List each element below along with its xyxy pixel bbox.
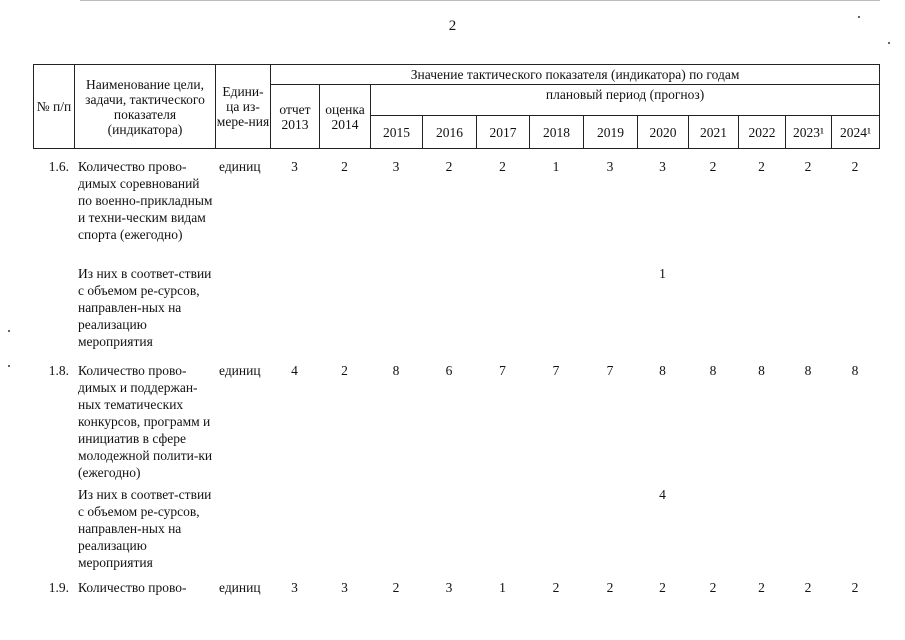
row-name: Количество прово- (78, 580, 187, 595)
row-number (33, 484, 74, 577)
table-row (33, 156, 879, 263)
row-value (476, 484, 529, 577)
header-plan-title: плановый период (прогноз) (371, 85, 880, 116)
row-value (422, 263, 476, 360)
row-value: 8 (851, 363, 859, 378)
page-number: 2 (448, 18, 457, 34)
scan-speck (888, 42, 890, 44)
header-year: 2015 (371, 116, 423, 149)
row-value (529, 484, 583, 577)
table-row (33, 577, 879, 617)
row-value: 4 (659, 487, 666, 502)
row-value: 2 (659, 580, 666, 595)
row-value: 2 (758, 159, 765, 174)
row-value: 7 (499, 363, 506, 378)
row-number: 1.8. (48, 363, 69, 378)
row-value (370, 484, 422, 577)
row-name: Из них в соответ-ствии с объемом ре-сурсов, направлен-ных на реализацию мероприятия (78, 487, 212, 570)
row-value (831, 484, 879, 577)
header-year: 2017 (477, 116, 530, 149)
row-name: Из них в соответ-ствии с объемом ре-сурсов, направлен-ных на реализацию мероприятия (78, 266, 212, 349)
row-value (785, 263, 831, 360)
row-estimate (319, 484, 370, 577)
row-estimate (319, 263, 370, 360)
row-value: 2 (552, 580, 560, 595)
row-value (688, 263, 738, 360)
row-value: 8 (758, 363, 765, 378)
scan-edge-line (80, 0, 880, 1)
header-year: 2024¹ (832, 116, 880, 149)
row-value: 2 (709, 580, 717, 595)
row-value: 3 (445, 580, 453, 595)
row-estimate: 3 (341, 580, 348, 595)
header-year: 2020 (638, 116, 689, 149)
header-report: отчет 2013 (271, 85, 320, 149)
scan-speck (8, 365, 10, 367)
row-unit: единиц (219, 363, 261, 378)
row-report: 3 (291, 159, 298, 174)
row-unit: единиц (219, 580, 261, 595)
row-value: 8 (392, 363, 400, 378)
row-value: 3 (659, 159, 666, 174)
row-value: 8 (659, 363, 666, 378)
row-value (738, 263, 785, 360)
row-value (785, 484, 831, 577)
row-value (738, 484, 785, 577)
header-unit: Едини-ца из-мере-ния (216, 65, 271, 149)
row-number: 1.9. (48, 580, 69, 595)
row-value: 1 (499, 580, 506, 595)
table-row (33, 360, 879, 484)
row-value: 2 (851, 580, 859, 595)
row-report (270, 263, 319, 360)
row-report: 3 (291, 580, 298, 595)
row-value: 1 (552, 159, 560, 174)
row-value: 3 (606, 159, 614, 174)
row-value: 2 (851, 159, 859, 174)
header-year: 2019 (584, 116, 638, 149)
row-value: 8 (804, 363, 812, 378)
header-values-title: Значение тактического показателя (индикатора) по годам (271, 65, 880, 85)
table-body (33, 156, 879, 617)
row-value (422, 484, 476, 577)
row-value (583, 263, 637, 360)
row-estimate: 2 (341, 159, 348, 174)
row-value: 7 (606, 363, 614, 378)
row-unit (215, 263, 270, 360)
row-value: 2 (606, 580, 614, 595)
row-value: 7 (552, 363, 560, 378)
row-value: 2 (758, 580, 765, 595)
row-unit (215, 484, 270, 577)
row-name: Количество прово-димых соревнований по военно-прикладным и техни-ческим видам спорта (ежегодно) (78, 159, 213, 242)
row-value: 2 (804, 580, 812, 595)
row-value (476, 263, 529, 360)
row-value (583, 484, 637, 577)
scan-speck (8, 330, 10, 332)
header-year: 2021 (689, 116, 739, 149)
row-value: 2 (804, 159, 812, 174)
header-year: 2016 (423, 116, 477, 149)
row-name: Количество прово-димых и поддержан-ных тематических конкурсов, программ и инициатив в сфере молодежной полити-ки (ежегодно) (78, 363, 213, 480)
header-year: 2018 (530, 116, 584, 149)
row-estimate: 2 (341, 363, 348, 378)
row-value: 6 (445, 363, 453, 378)
row-value (688, 484, 738, 577)
header-year: 2022 (739, 116, 786, 149)
row-value (370, 263, 422, 360)
row-value: 1 (659, 266, 666, 281)
row-number (33, 263, 74, 360)
header-num: № п/п (34, 65, 75, 149)
row-report (270, 484, 319, 577)
row-value: 2 (499, 159, 506, 174)
row-value (529, 263, 583, 360)
header-estimate: оценка 2014 (320, 85, 371, 149)
row-unit: единиц (219, 159, 261, 174)
header-name: Наименование цели, задачи, тактического показателя (индикатора) (75, 65, 216, 149)
table-row (33, 263, 879, 360)
row-value: 2 (709, 159, 717, 174)
row-value: 8 (709, 363, 717, 378)
row-report: 4 (291, 363, 298, 378)
table-row (33, 484, 879, 577)
header-year: 2023¹ (786, 116, 832, 149)
row-value: 2 (445, 159, 453, 174)
table-header (33, 64, 880, 149)
scan-speck (858, 16, 860, 18)
row-value: 2 (392, 580, 400, 595)
row-value (831, 263, 879, 360)
row-number: 1.6. (48, 159, 69, 174)
row-value: 3 (392, 159, 400, 174)
